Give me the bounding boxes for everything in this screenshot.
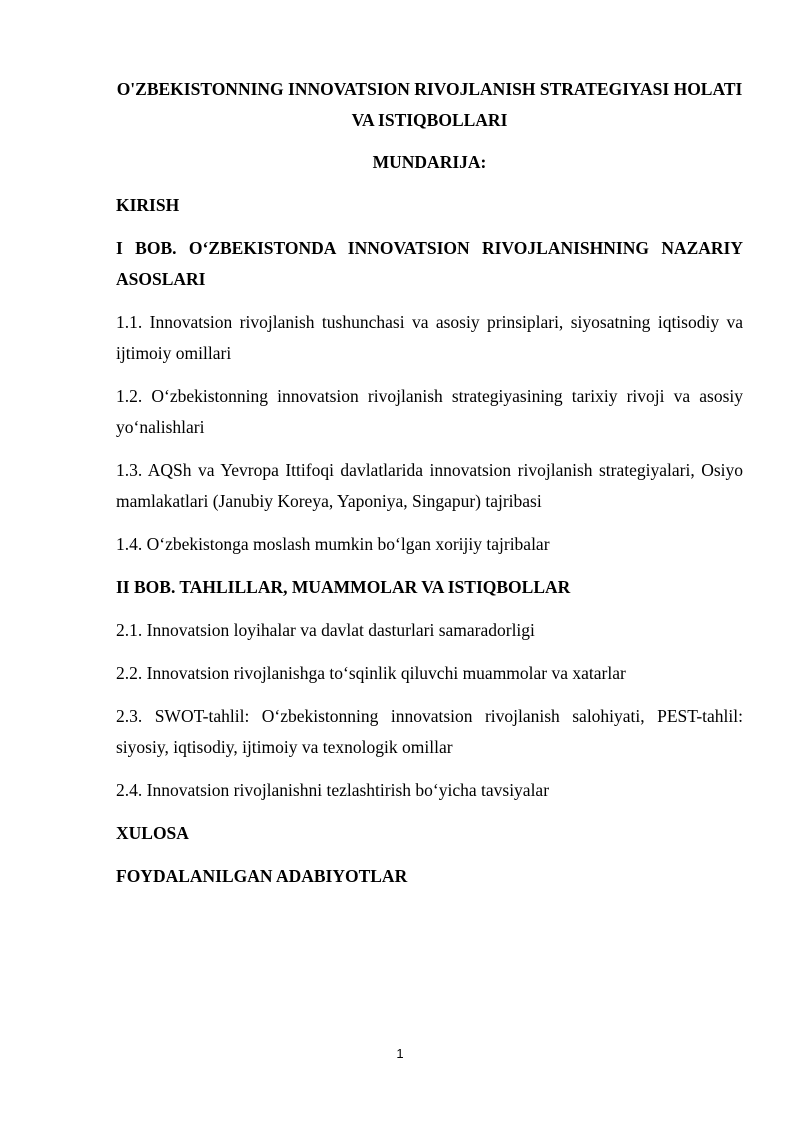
toc-entry-2-1: 2.1. Innovatsion loyihalar va davlat dasturlari samaradorligi — [116, 620, 535, 640]
toc-entry-conclusion: XULOSA — [116, 823, 189, 843]
toc-entry-1-3: 1.3. AQSh va Yevropa Ittifoqi davlatlarida innovatsion rivojlanish strategiyalari, Osiyo mamlakatlari (Janubiy Koreya, Yaponiya, Singapur) tajribasi — [116, 460, 743, 511]
toc-entry-2-2: 2.2. Innovatsion rivojlanishga to‘sqinlik qiluvchi muammolar va xatarlar — [116, 663, 626, 683]
toc-heading: MUNDARIJA: — [372, 152, 487, 172]
toc-entry-2-4: 2.4. Innovatsion rivojlanishni tezlashtirish bo‘yicha tavsiyalar — [116, 780, 550, 800]
document-title: O'ZBEKISTONNING INNOVATSION RIVOJLANISH STRATEGIYASI HOLATI VA ISTIQBOLLARI — [116, 79, 743, 130]
toc-entry-references: FOYDALANILGAN ADABIYOTLAR — [116, 866, 408, 886]
toc-entry-1-4: 1.4. O‘zbekistonga moslash mumkin bo‘lgan xorijiy tajribalar — [116, 534, 550, 554]
page-content — [116, 74, 743, 892]
toc-entry-1-2: 1.2. O‘zbekistonning innovatsion rivojlanish strategiyasining tarixiy rivoji va asosiy yo‘nalishlari — [116, 386, 743, 437]
toc-entry-1-1: 1.1. Innovatsion rivojlanish tushunchasi va asosiy prinsiplari, siyosatning iqtisodiy va ijtimoiy omillari — [116, 312, 743, 363]
page-number: 1 — [396, 1046, 404, 1061]
toc-entry-intro: KIRISH — [116, 195, 180, 215]
toc-entry-2-3: 2.3. SWOT-tahlil: O‘zbekistonning innovatsion rivojlanish salohiyati, PEST-tahlil: siyosiy, iqtisodiy, ijtimoiy va texnologik omillar — [116, 706, 743, 757]
toc-entry-chapter-1: I BOB. O‘ZBEKISTONDA INNOVATSION RIVOJLANISHNING NAZARIY ASOSLARI — [116, 238, 743, 289]
toc-entry-chapter-2: II BOB. TAHLILLAR, MUAMMOLAR VA ISTIQBOLLAR — [116, 577, 571, 597]
